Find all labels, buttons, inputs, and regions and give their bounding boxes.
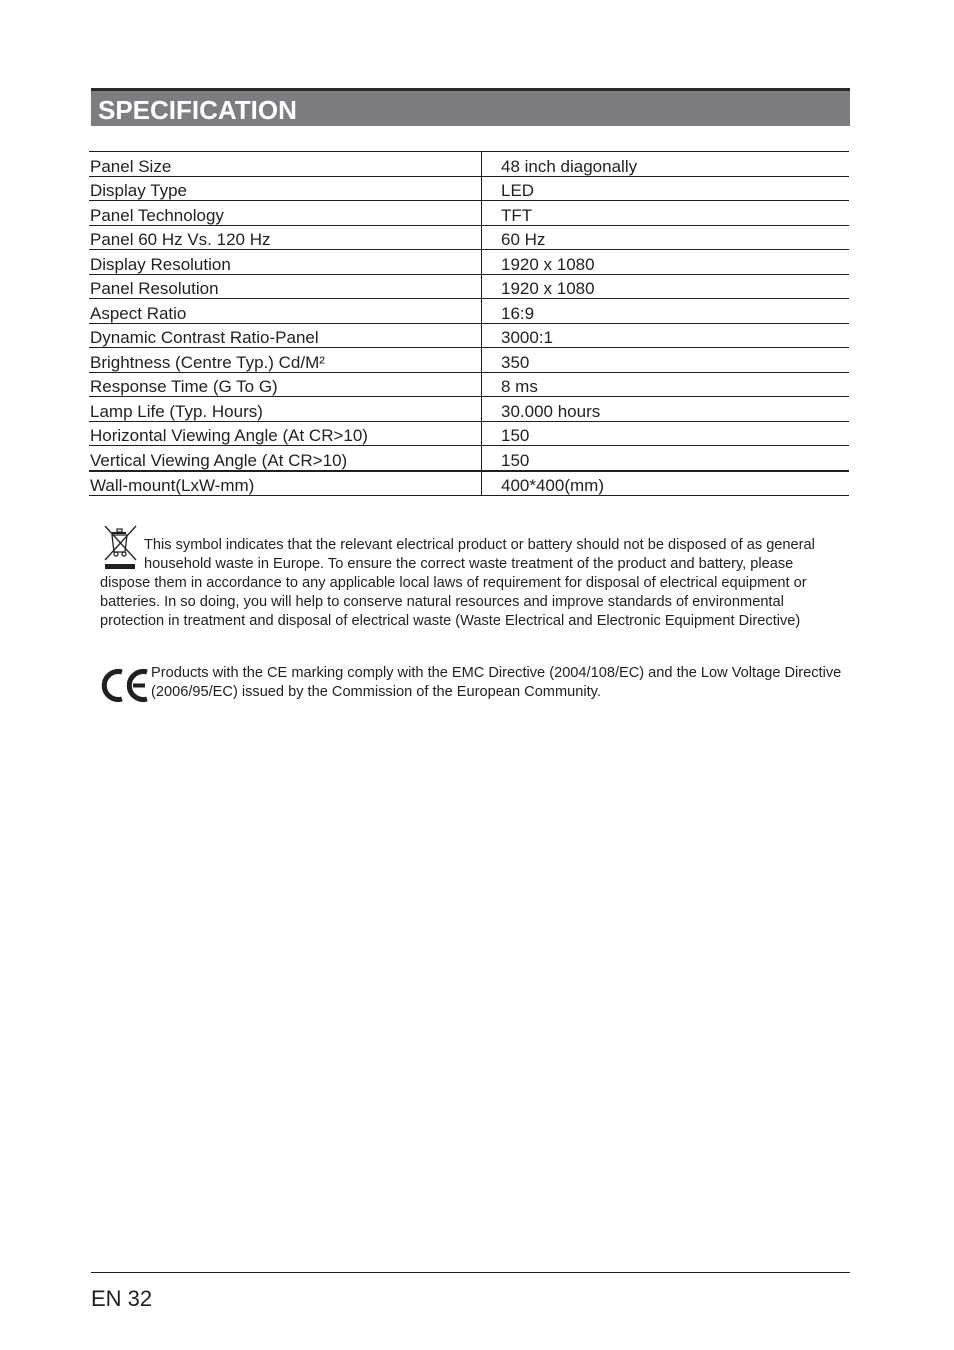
- footer-divider: [91, 1272, 850, 1273]
- spec-value: 3000:1: [482, 323, 850, 348]
- spec-label: Wall-mount(LxW-mm): [89, 471, 482, 496]
- table-row: [89, 372, 849, 397]
- table-row: [89, 446, 849, 471]
- spec-label: Aspect Ratio: [89, 299, 482, 324]
- ce-mark-icon: [100, 666, 150, 704]
- spec-value: 16:9: [482, 299, 850, 324]
- table-row: [89, 274, 849, 299]
- table-row: [89, 471, 849, 496]
- weee-notice-text: This symbol indicates that the relevant electrical product or battery should not be disposed of as general household waste in Europe. To ensure the correct waste treatment of the product and battery, please dispose them in accordance to any applicable local laws of requirement for disposal of electrical equipment or batteries. In so doing, you will help to conserve natural resources and improve standards of environmental protection in treatment and disposal of electrical waste (Waste Electrical and Electronic Equipment Directive): [100, 537, 815, 629]
- section-title: SPECIFICATION: [98, 95, 297, 125]
- spec-label: Panel 60 Hz Vs. 120 Hz: [89, 225, 482, 250]
- spec-value: 1920 x 1080: [482, 274, 850, 299]
- spec-label: Panel Technology: [89, 201, 482, 226]
- table-row: [89, 152, 849, 177]
- spec-value: 30.000 hours: [482, 397, 850, 422]
- spec-label: Response Time (G To G): [89, 372, 482, 397]
- table-row: [89, 250, 849, 275]
- spec-label: Dynamic Contrast Ratio-Panel: [89, 323, 482, 348]
- table-row: [89, 201, 849, 226]
- ce-notice: [100, 664, 845, 704]
- spec-label: Brightness (Centre Typ.) Cd/M²: [89, 348, 482, 373]
- spec-value: 1920 x 1080: [482, 250, 850, 275]
- spec-value: 350: [482, 348, 850, 373]
- spec-label: Horizontal Viewing Angle (At CR>10): [89, 421, 482, 446]
- spec-value: 150: [482, 446, 850, 471]
- spec-label: Display Type: [89, 176, 482, 201]
- spec-label: Lamp Life (Typ. Hours): [89, 397, 482, 422]
- table-row: [89, 176, 849, 201]
- spec-value: LED: [482, 176, 850, 201]
- table-row: [89, 323, 849, 348]
- spec-label: Vertical Viewing Angle (At CR>10): [89, 446, 482, 471]
- spec-label: Panel Size: [89, 152, 482, 177]
- table-row: [89, 397, 849, 422]
- page-number: EN 32: [91, 1286, 153, 1311]
- spec-value: 60 Hz: [482, 225, 850, 250]
- table-row: [89, 348, 849, 373]
- specification-table: [89, 151, 849, 496]
- table-row: [89, 421, 849, 446]
- table-row: [89, 225, 849, 250]
- crossed-out-wheelie-bin-icon: [100, 524, 140, 570]
- spec-label: Panel Resolution: [89, 274, 482, 299]
- table-row: [89, 299, 849, 324]
- spec-label: Display Resolution: [89, 250, 482, 275]
- spec-value: 400*400(mm): [482, 471, 850, 496]
- spec-value: 48 inch diagonally: [482, 152, 850, 177]
- spec-value: TFT: [482, 201, 850, 226]
- section-header-bar: [91, 88, 850, 126]
- spec-value: 150: [482, 421, 850, 446]
- ce-notice-text: Products with the CE marking comply with the EMC Directive (2004/108/EC) and the Low Voltage Directive (2006/95/EC) issued by the Commission of the European Community.: [151, 665, 842, 700]
- spec-value: 8 ms: [482, 372, 850, 397]
- weee-notice: [100, 536, 820, 631]
